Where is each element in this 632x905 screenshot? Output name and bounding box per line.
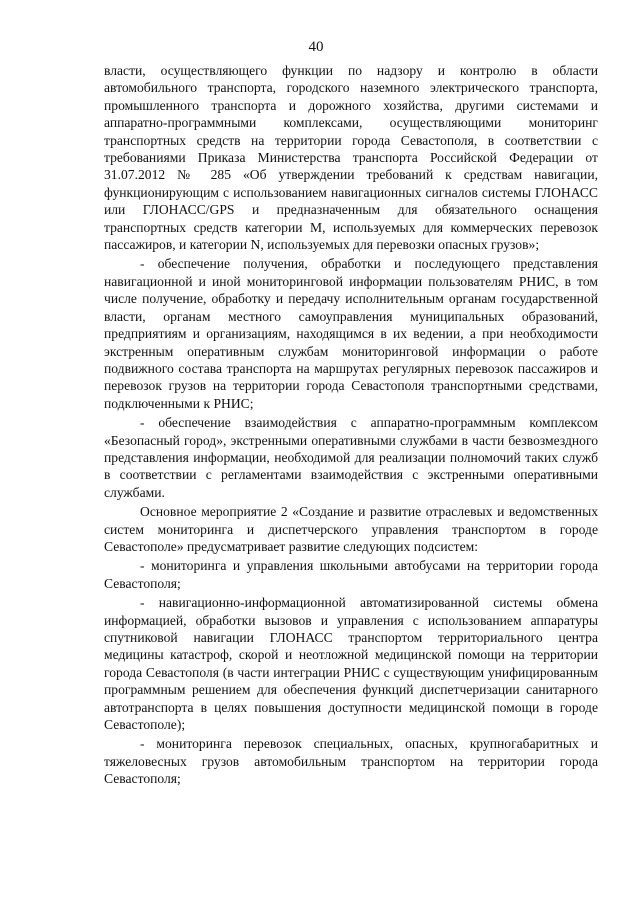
list-item: - обеспечение взаимодействия с аппаратно-программным комплексом «Безопасный город», экстренными оперативными службами в части безвозмездного представления информации, необходимой для реализации полномочий таких служб в соответствии с регламентами взаимодействия с экстренными оперативными службами. [104, 415, 598, 500]
list-item: - обеспечение получения, обработки и последующего представления навигационной и иной мониторинговой информации пользователям РНИС, в том числе получение, обработку и передачу исполнительным органам государственной власти, органам местного самоуправления муниципальных образований, предприятиям и организациям, находящимся в их ведении, а при необходимости экстренным оперативным службам мониторинговой информации о работе подвижного состава транспорта на маршрутах регулярных перевозок пассажиров и перевозок грузов на территории города Севастополя транспортными средствами, подключенными к РНИС; [104, 256, 598, 411]
paragraph-continuation: власти, осуществляющего функции по надзору и контролю в области автомобильного транспорта, городского наземного электрического транспорта, промышленного транспорта и дорожного хозяйства, другими системами и аппаратно-программными комплексами, осуществляющими мониторинг транспортных средств на территории города Севастополя, в соответствии с требованиями Приказа Министерства транспорта Российской Федерации от 31.07.2012 № 285 «Об утверждении требований к средствам навигации, функционирующим с использованием навигационных сигналов системы ГЛОНАСС или ГЛОНАСС/GPS и предназначенным для обязательного оснащения транспортных средств категории М, используемых для коммерческих перевозок пассажиров, и категории N, используемых для перевозки опасных грузов»; [104, 63, 598, 253]
page-number: 40 [308, 39, 324, 55]
list-item: - мониторинга перевозок специальных, опасных, крупногабаритных и тяжеловесных грузов автомобильным транспортом на территории города Севастополя; [104, 736, 598, 787]
document-body [104, 62, 598, 788]
list-item: - мониторинга и управления школьными автобусами на территории города Севастополя; [104, 558, 598, 591]
list-item: - навигационно-информационной автоматизированной системы обмена информацией, обработки вызовов и управления с использованием аппаратуры спутниковой навигации ГЛОНАСС транспортом территориального центра медицины катастроф, скорой и неотложной медицинской помощи на территории города Севастополя (в части интеграции РНИС с существующим унифицированным программным решением для обеспечения функций диспетчеризации санитарного автотранспорта в целях повышения доступности медицинской помощи в городе Севастополе); [104, 595, 598, 733]
paragraph: Основное мероприятие 2 «Создание и развитие отраслевых и ведомственных систем мониторинга и диспетчерского управления транспортом в городе Севастополе» предусматривает развитие следующих подсистем: [104, 504, 598, 554]
